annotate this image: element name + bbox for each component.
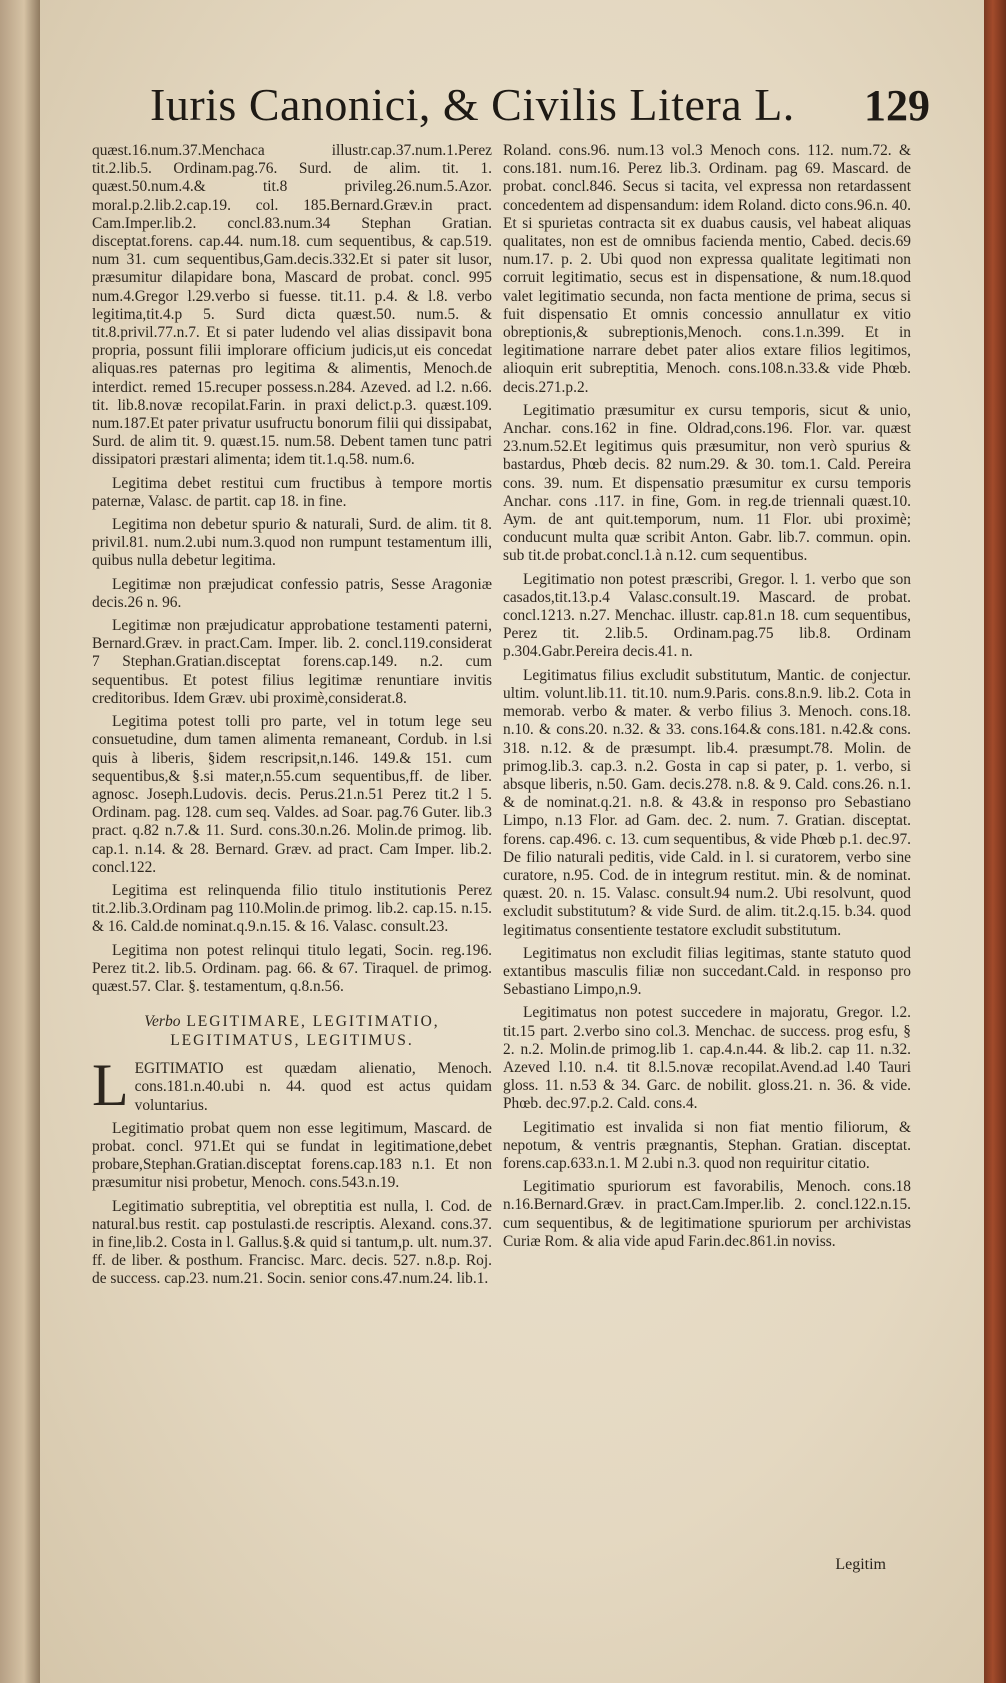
paragraph: Legitimatio præsumitur ex cursu temporis, sicut & unio, Anchar. cons.162 in fine. Oldrad,cons.196. Flor. var. quæst 23.num.52.Et legitimus quis præsumitur, non verò spurius & bastardus, Phœb decis. 82 num.29. & 30. tom.1. Cald. Pereira cons. 39. num. Et dispensatio præsumitur ex cursu temporis Anchar. cons .117. in fine, Gom. in reg.de triennali quæst.10. Aym. de ant quit.temporum, num. 11 Flor. ubi proximè; conducunt multa quæ scribit Anton. Gabr. lib.7. commun. opin. sub tit.de probat.concl.1.à n.12. cum sequentibus. xyxy=(503,401,911,565)
paragraph: Legitimatio probat quem non esse legitimum, Mascard. de probat. concl. 971.Et qui se fundat in legitimatione,debet probare,Stephan.Gratian.disceptat forens.cap.183 n.1. Et non præsumitur nisi probetur, Menoch. cons.543.n.19. xyxy=(92,1119,492,1192)
dropcap-paragraph xyxy=(92,1052,492,1119)
paragraph: Legitimatio est invalida si non fiat mentio filiorum, & nepotum, & ventris prægnantis, Stephan. Gratian. disceptat. forens.cap.633.n.1. M 2.ubi n.3. quod non requiritur citatio. xyxy=(503,1118,911,1172)
paragraph: Legitima potest tolli pro parte, vel in totum lege seu consuetudine, dum tamen alimenta remaneant, Cordub. in l.si quis à liberis, §idem rescripsit,n.146. 149.& 151. cum sequentibus,& §.si mater,n.55.cum sequentibus,ff. de liber. agnosc. Joseph.Ludovis. decis. Perus.21.n.51 Perez tit.2 l 5. Ordinam. pag. 128. cum seq. Valdes. ad Soar. pag.76 Guter. lib.3 pract. q.82 n.7.& 11. Surd. cons.30.n.26. Molin.de primog. lib. cap.1. n.14. & 28. Bernard. Græv. ad pract. Cam Imper. lib.2. concl.122. xyxy=(92,713,492,876)
paragraph: Legitima debet restitui cum fructibus à tempore mortis paternæ, Valasc. de partit. cap 18. in fine. xyxy=(92,474,492,510)
drop-cap: L xyxy=(92,1052,129,1119)
section-heading-text: LEGITIMARE, LEGITIMATIO, LEGITIMATUS, LEGITIMUS. xyxy=(170,1013,440,1050)
dropcap-paragraph-text: EGITIMATIO est quædam alienatio, Menoch. cons.181.n.40.ubi n. 44. quod est actus quidam voluntarius. xyxy=(134,1060,492,1114)
paragraph: Legitimatio subreptitia, vel obreptitia est nulla, l. Cod. de natural.bus restit. cap postulasti.de rescriptis. Alexand. cons.37. in fine,lib.2. Costa in l. Gallus.§.& quid si tantum,p. ult. num.37. ff. de liber. & posthum. Francisc. Marc. decis. 527. n.8.p. Roj. de success. cap.23. num.21. Socin. senior cons.47.num.24. lib.1. xyxy=(92,1197,492,1288)
paragraph: quæst.16.num.37.Menchaca illustr.cap.37.num.1.Perez tit.2.lib.5. Ordinam.pag.76. Surd. de alim. tit. 1. quæst.50.num.4.& tit.8 privileg.26.num.5.Azor. moral.p.2.lib.2.cap.19. col. 185.Bernard.Græv.in pract. Cam.Imper.lib.2. concl.83.num.34 Stephan Gratian. disceptat.forens. cap.44. num.18. cum sequentibus, & cap.519. num 31. cum sequentibus,Gam.decis.332.Et si pater sit lusor, præsumitur dilapidare bona, Mascard de probat. concl. 995 num.4.Gregor l.29.verbo si fuesse. tit.11. p.4. & l.8. verbo legitima,tit.4.p 5. Surd dicta quæst.50. num.5. & tit.8.privil.77.n.7. Et si pater ludendo vel alias dissipavit bona propria, possunt filii implorare officium judicis,ut eis concedat aliquas.res paternas pro legitima & alimentis, Menoch.de interdict. remed 15.recuper possess.n.284. Azeved. ad l.2. n.66. tit. lib.8.novæ recopilat.Farin. in praxi delict.p.3. quæst.109. num.187.Et pater privatur usufructu bonorum filii qui dissipabat, Surd. de alim tit. 9. quæst.15. num.58. Debent tamen tunc patri dissipatori præstari alimenta; idem tit.1.q.58. num.6. xyxy=(92,142,492,469)
paragraph: Legitimatus non excludit filias legitimas, stante statuto quod extantibus masculis filiæ non succedant.Cald. in responso pro Sebastiano Limpo,n.9. xyxy=(503,944,911,999)
book-binding-edge xyxy=(984,0,1006,1683)
paragraph: Roland. cons.96. num.13 vol.3 Menoch cons. 112. num.72. & cons.181. num.16. Perez lib.3. Ordinam. pag 69. Mascard. de probat. concl.846. Secus si tacita, vel expressa non retardassent concedentem ad dispensandum: idem Roland. dicto cons.96.n. 40. Et si spurietas contracta sit ex duabus causis, vel habeat aliquas qualitates, non est de omnibus facienda mentio, Cabed. decis.69 num.17. p. 2. Ubi quod non expressa qualitate legitimati non corruit legitimatio, secus est in dispensatione, & num.18.quod valet legitimatio secunda, non facta mentione de prima, secus si fuit dispensatio Et omnis concessio annullatur ex vitio obreptionis,& subreptionis,Menoch. cons.1.n.399. Et in legitimatione narrare debet pater alios extare filios legitimos, alioquin erit subreptitia, Menoch. cons.108.n.33.& vide Phœb. decis.271.p.2. xyxy=(503,142,911,396)
right-column xyxy=(503,142,911,1256)
paragraph: Legitimatus non potest succedere in majoratu, Gregor. l.2. tit.15 part. 2.verbo sino col.3. Menchac. de success. prog esfu, § 2. n.2. Molin.de primog.lib 1. cap.4.n.44. & lib.2. cap 11. n.32. Azeved l.10. n.4. tit 8.l.5.novæ recopilat.Avend.ad l.40 Tauri gloss. 11. n.53 & 34. Garc. de nobilit. gloss.21. n. 36. & vide. Phœb. dec.97.p.2. Cald. cons.4. xyxy=(503,1004,911,1113)
paragraph: Legitimatus filius excludit substitutum, Mantic. de conjectur. ultim. volunt.lib.11. tit.10. num.9.Paris. cons.8.n.9. lib.2. Cota in memorab. verbo & mater. & verbo filius 3. Menoch. cons.18. n.10. & cons.20. n.32. & 33. cons.164.& cons.181. n.42.& cons. 318. n.12. & de præsumpt. lib.4. præsumpt.78. Molin. de primog.lib.3. cap.3. n.2. Gosta in cap si pater, p. 1. verbo, si absque liberis, n.50. Gam. decis.278. n.8. & 9. Cald. cons.26. n.1. & de nominat.q.21. n.8. & 43.& in responso pro Sebastiano Limpo, n.13 Flor. ad Gam. dec. 2. num. 7. Gratian. disceptat. forens. cap.496. c. 13. cum sequentibus, & vide Phœb p.1. dec.97. De filio naturali peditis, vide Cald. in l. si curatorem, verbo sine curatore, n.95. Cod. de in integrum restitut. min. & de nominat. quæst. 20. n. 15. Valasc. consult.94 num.2. Ubi resolvunt, quod excludit substitutum? & vide Surd. de alim. tit.2.q.15. b.34. quod legitimatus consentiente testatore excludit substitutum. xyxy=(503,666,911,939)
page-header xyxy=(150,78,930,148)
section-heading-lead: Verbo xyxy=(144,1013,181,1031)
paragraph: Legitimatio spuriorum est favorabilis, Menoch. cons.18 n.16.Bernard.Græv. in pract.Cam.Imper.lib. 2. concl.122.n.15. cum sequentibus, & de legitimatione spuriorum per archivistas Curiæ Rom. & alia vide apud Farin.dec.861.in noviss. xyxy=(503,1178,911,1250)
book-page xyxy=(40,0,984,1683)
page-number: 129 xyxy=(864,81,930,130)
paragraph: Legitimæ non præjudicat confessio patris, Sesse Aragoniæ decis.26 n. 96. xyxy=(92,575,492,611)
paragraph: Legitima est relinquenda filio titulo institutionis Perez tit.2.lib.3.Ordinam pag 110.Molin.de primog. lib.2. cap.15. n.15. & 16. Cald.de nominat.q.9.n.15. & 16. Valasc. consult.23. xyxy=(92,881,492,936)
paragraph: Legitima non debetur spurio & naturali, Surd. de alim. tit 8. privil.81. num.2.ubi num.3.quod non rumpunt testamentum illi, quibus nulla debetur legitima. xyxy=(92,516,492,570)
paragraph: Legitimatio non potest præscribi, Gregor. l. 1. verbo que son casados,tit.13.p.4 Valasc.consult.19. Mascard. de probat. concl.1213. n.27. Menchac. illustr. cap.81.n 18. cum sequentibus, Perez tit. 2.lib.5. Ordinam.pag.75 lib.8. Ordinam p.304.Gabr.Pereira decis.41. n. xyxy=(503,570,911,661)
previous-page-edge xyxy=(0,0,40,1683)
running-head: Iuris Canonici, & Civilis Litera L. xyxy=(150,79,795,130)
left-column xyxy=(92,142,492,1294)
section-heading xyxy=(92,1012,492,1050)
paragraph: Legitimæ non præjudicatur approbatione testamenti paterni, Bernard.Græv. in pract.Cam. Imper. lib. 2. concl.119.considerat 7 Stephan.Gratian.disceptat forens.cap.149. n.2. cum sequentibus. Et potest filius legitimæ renuntiare invitis creditoribus. Idem Græv. ubi proximè,considerat.8. xyxy=(92,617,492,707)
paragraph: Legitima non potest relinqui titulo legati, Socin. reg.196. Perez tit.2. lib.5. Ordinam. pag. 66. & 67. Tiraquel. de primog. quæst.57. Clar. §. testamentum, q.8.n.56. xyxy=(92,941,492,995)
catchword: Legitim xyxy=(835,1556,886,1573)
